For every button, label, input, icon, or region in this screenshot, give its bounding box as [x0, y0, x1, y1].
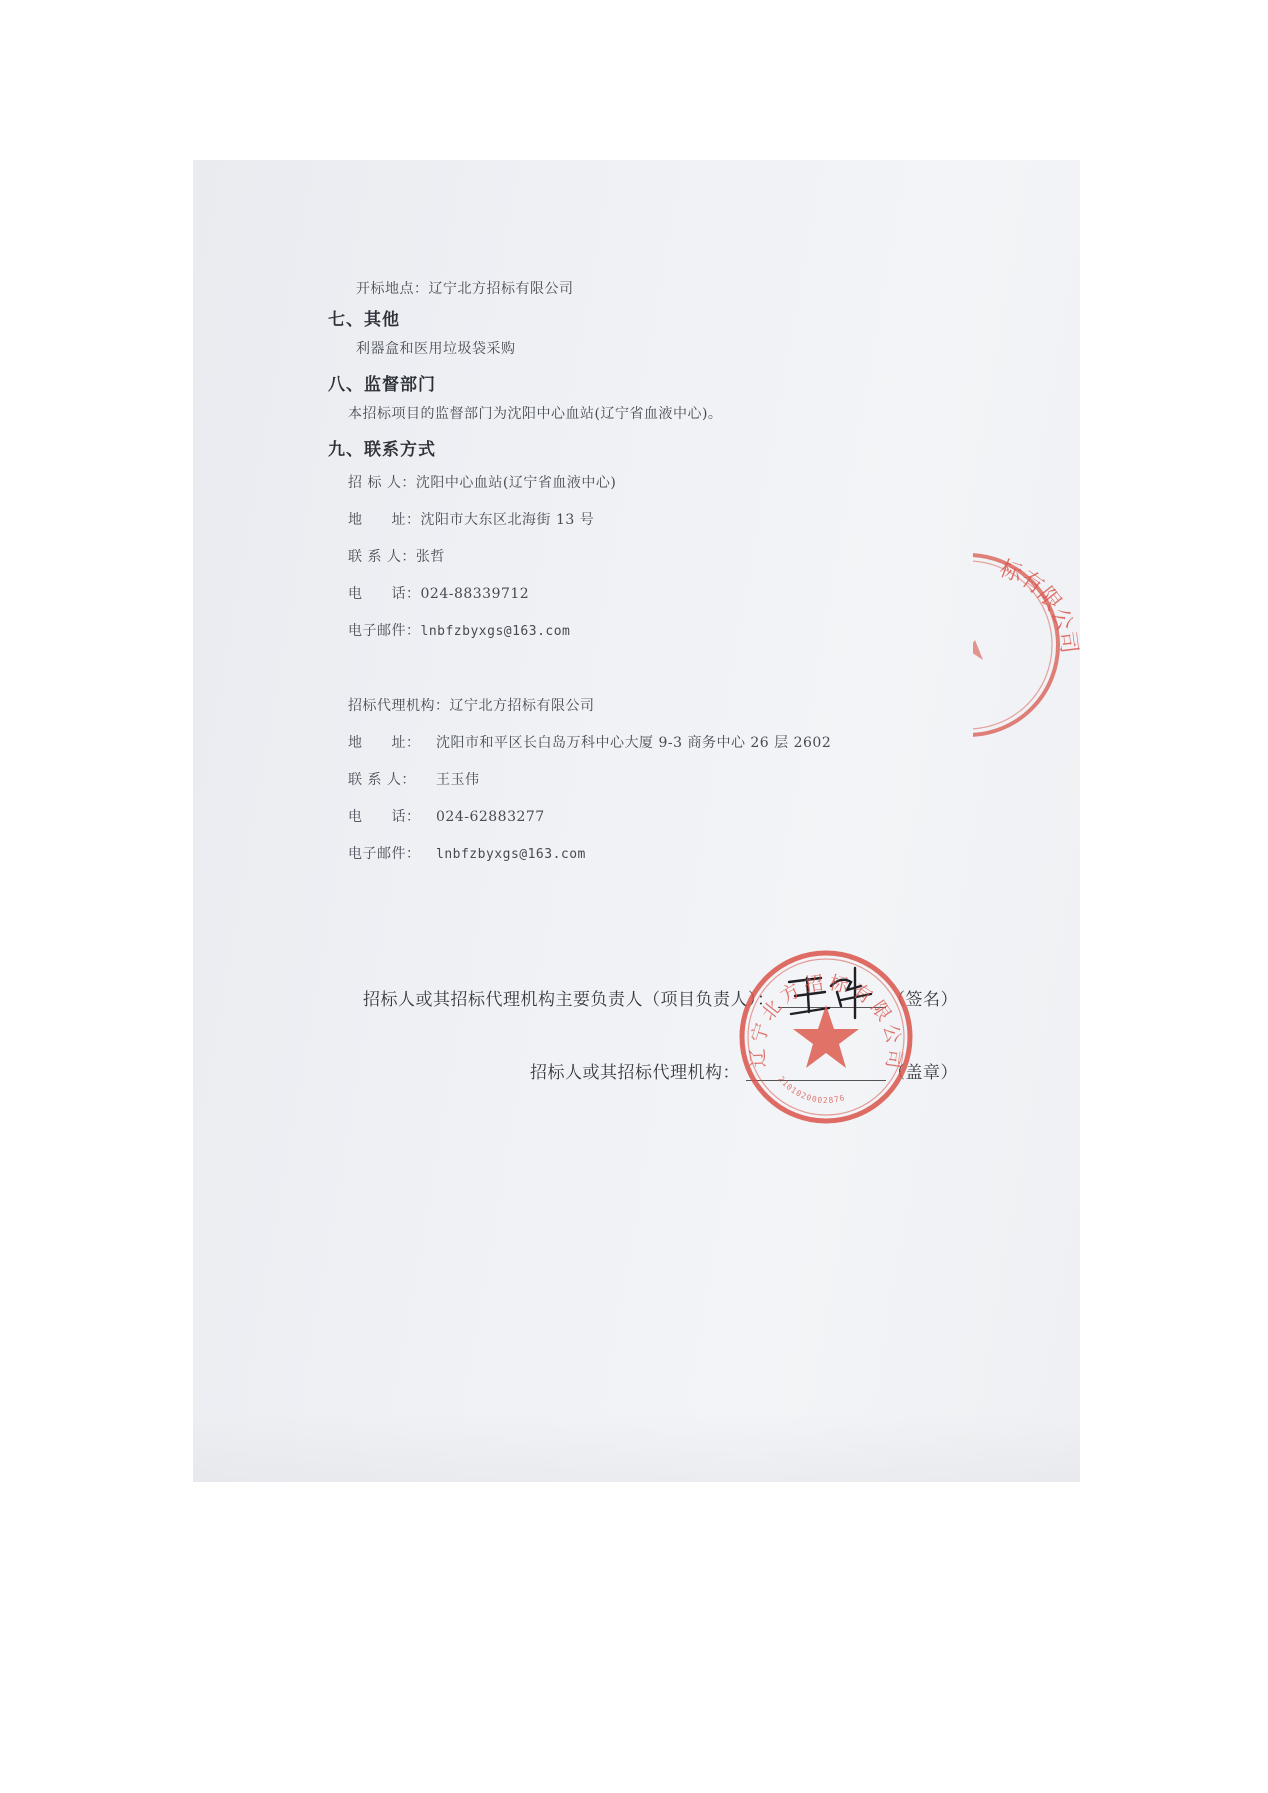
- tenderer-contact-row: [348, 546, 445, 566]
- tenderer-phone: 024-88339712: [420, 586, 530, 602]
- tenderer-email-row: [348, 620, 570, 640]
- agency-email: lnbfzbyxgs@163.com: [436, 847, 586, 862]
- tenderer-name-label: 招 标 人：: [348, 475, 416, 491]
- agency-phone-label: 电 话：: [348, 809, 421, 825]
- seal-number: 2101020002876: [776, 1074, 847, 1106]
- tenderer-phone-row: [348, 583, 529, 603]
- signature-person-label: 招标人或其招标代理机构主要负责人（项目负责人）：: [363, 990, 775, 1010]
- agency-address-row: [348, 732, 831, 752]
- partial-seal-text: 标有限公司: [996, 556, 1082, 655]
- agency-address: 沈阳市和平区长白岛万科中心大厦 9-3 商务中心 26 层 2602: [436, 735, 832, 751]
- section7-heading: 七、其他: [328, 310, 400, 330]
- tenderer-contact-label: 联 系 人：: [348, 549, 416, 565]
- seal-company-name: 辽宁北方招标有限公司: [746, 971, 906, 1074]
- tenderer-email-label: 电子邮件：: [348, 623, 421, 639]
- signature-org-label: 招标人或其招标代理机构：: [530, 1063, 740, 1083]
- tenderer-address-row: [348, 509, 594, 529]
- opening-location-label: 开标地点：: [356, 281, 429, 297]
- agency-name-row: [348, 695, 595, 715]
- opening-location-line: [356, 278, 574, 298]
- signature-org-line: [530, 1058, 740, 1083]
- opening-location-value: 辽宁北方招标有限公司: [428, 281, 574, 297]
- agency-contact-row: [348, 769, 480, 789]
- section8-heading: 八、监督部门: [328, 375, 436, 395]
- agency-name: 辽宁北方招标有限公司: [449, 698, 595, 714]
- tenderer-contact: 张哲: [415, 549, 445, 565]
- seal-star-icon: [793, 1005, 859, 1068]
- svg-text:标有限公司: [996, 556, 1080, 655]
- section8-text: 本招标项目的监督部门为沈阳中心血站(辽宁省血液中心)。: [348, 406, 723, 422]
- partial-company-seal: [973, 545, 1080, 745]
- tenderer-email: lnbfzbyxgs@163.com: [420, 624, 571, 639]
- svg-text:2101020002876: [776, 1075, 846, 1105]
- tenderer-address-label: 地 址：: [348, 512, 421, 528]
- section7-text: 利器盒和医用垃圾袋采购: [356, 341, 516, 357]
- tenderer-name-row: [348, 472, 616, 492]
- agency-contact: 王玉伟: [436, 772, 480, 788]
- tenderer-name: 沈阳中心血站(辽宁省血液中心): [415, 475, 617, 491]
- tenderer-address: 沈阳市大东区北海街 13 号: [420, 512, 595, 528]
- agency-address-label: 地 址：: [348, 735, 421, 751]
- agency-email-row: [348, 843, 586, 863]
- document-page: [193, 160, 1080, 1482]
- agency-phone-row: [348, 806, 545, 826]
- agency-contact-label: 联 系 人：: [348, 772, 416, 788]
- section9-heading: 九、联系方式: [328, 440, 436, 460]
- company-seal: [736, 947, 916, 1127]
- signature-person-suffix: （签名）: [888, 990, 958, 1010]
- agency-phone: 024-62883277: [436, 809, 545, 825]
- agency-email-label: 电子邮件：: [348, 846, 421, 862]
- tenderer-phone-label: 电 话：: [348, 586, 421, 602]
- agency-name-label: 招标代理机构：: [348, 698, 450, 714]
- signature-org-suffix: （盖章）: [888, 1063, 958, 1083]
- signature-person-line: [363, 985, 775, 1010]
